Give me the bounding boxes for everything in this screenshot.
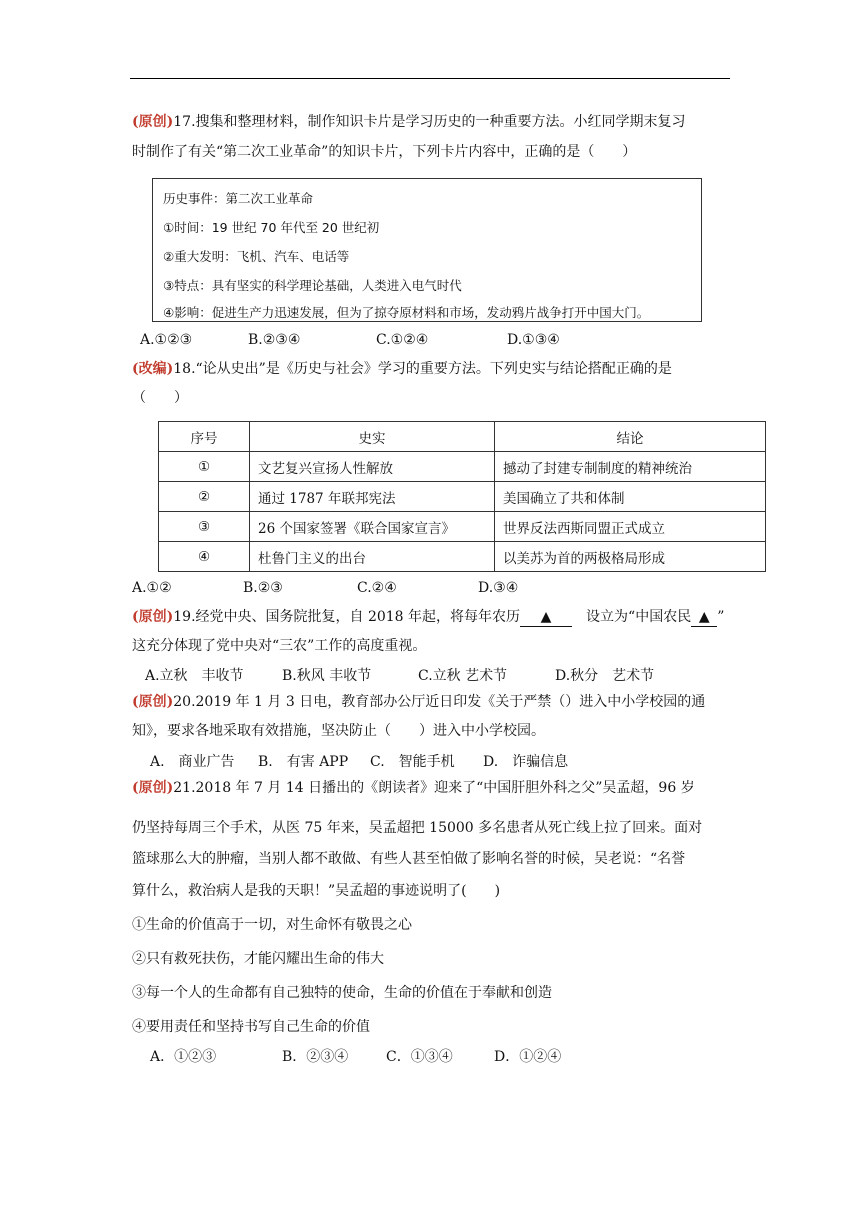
- card-line-title: 历史事件：第二次工业革命: [163, 191, 314, 206]
- q18-text-1: 18.“论从史出”是《历史与社会》学习的重要方法。下列史实与结论搭配正确的是: [173, 361, 672, 377]
- card-line-impact: ④影响：促进生产力迅速发展，但为了掠夺原材料和市场，发动鸦片战争打开中国大门。: [163, 305, 650, 320]
- q21-line-2: 仍坚持每周三个手术，从医 75 年来，吴孟超把 15000 多名患者从死亡线上拉了回来。面对: [132, 820, 703, 836]
- q19-option-a[interactable]: A.立秋 丰收节: [145, 668, 244, 684]
- q19-line-2: 这充分体现了党中央对“三农”工作的高度重视。: [132, 638, 427, 654]
- row-index: ②: [159, 482, 250, 512]
- q20-line-2: 知》，要求各地采取有效措施，坚决防止（ ）进入中小学校园。: [132, 723, 545, 739]
- q21-line-1: [132, 779, 695, 797]
- q19-line-1: [132, 608, 724, 627]
- q17-line-2: 时制作了有关“第二次工业革命”的知识卡片，下列卡片内容中，正确的是（ ）: [132, 144, 637, 160]
- q21-text-1: 21.2018 年 7 月 14 日播出的《朗读者》迎来了“中国肝胆外科之父”吴孟超，96 岁: [173, 780, 695, 796]
- q21-option-a[interactable]: A．①②③: [150, 1049, 217, 1065]
- q19-option-c[interactable]: C.立秋 艺术节: [418, 668, 508, 684]
- q19-text-1b: 设立为“中国农民: [586, 609, 692, 625]
- q18-option-c[interactable]: C.②④: [357, 580, 397, 596]
- table-row: [159, 452, 766, 482]
- q18-line-1: [132, 360, 672, 378]
- q18-option-b[interactable]: B.②③: [243, 580, 283, 596]
- q19-tag: (原创): [132, 609, 174, 625]
- row-fact: 通过 1787 年联邦宪法: [250, 482, 495, 512]
- q21-line-3: 篮球那么大的肿瘤，当别人都不敢做、有些人甚至怕做了影响名誉的时候，吴老说：“名誉: [132, 851, 686, 867]
- q21-option-c[interactable]: C．①③④: [386, 1049, 453, 1065]
- q21-statement-2: ②只有救死扶伤，才能闪耀出生命的伟大: [132, 951, 384, 967]
- q21-statement-4: ④要用责任和坚持书写自己生命的价值: [132, 1019, 370, 1035]
- knowledge-card: [152, 178, 702, 322]
- row-index: ①: [159, 452, 250, 482]
- row-conclusion: 以美苏为首的两极格局形成: [495, 542, 766, 572]
- row-conclusion: 美国确立了共和体制: [495, 482, 766, 512]
- q17-option-b[interactable]: B.②③④: [248, 332, 301, 348]
- q18-line-2: （ ）: [132, 390, 188, 406]
- q18-tag: (改编): [132, 361, 174, 377]
- header-conclusion: 结论: [495, 422, 766, 452]
- table-row: [159, 512, 766, 542]
- card-line-inventions: ②重大发明：飞机、汽车、电话等: [163, 249, 350, 264]
- q21-statement-1: ①生命的价值高于一切，对生命怀有敬畏之心: [132, 917, 412, 933]
- q20-line-1: [132, 693, 705, 711]
- card-line-time: ①时间：19 世纪 70 年代至 20 世纪初: [163, 220, 380, 235]
- q19-option-d[interactable]: D.秋分 艺术节: [555, 668, 655, 684]
- row-fact: 杜鲁门主义的出台: [250, 542, 495, 572]
- row-index: ③: [159, 512, 250, 542]
- q18-option-d[interactable]: D.③④: [478, 580, 519, 596]
- q20-option-b[interactable]: B. 有害 APP: [258, 754, 349, 770]
- row-conclusion: 世界反法西斯同盟正式成立: [495, 512, 766, 542]
- row-conclusion: 撼动了封建专制制度的精神统治: [495, 452, 766, 482]
- header-rule: [130, 78, 730, 79]
- q17-option-c[interactable]: C.①②④: [376, 332, 429, 348]
- q17-option-a[interactable]: A.①②③: [140, 332, 193, 348]
- table-row: [159, 482, 766, 512]
- q17-text-1: 17.搜集和整理材料，制作知识卡片是学习历史的一种重要方法。小红同学期末复习: [173, 114, 686, 130]
- q18-option-a[interactable]: A.①②: [132, 580, 172, 596]
- q21-option-b[interactable]: B．②③④: [282, 1049, 349, 1065]
- q20-option-a[interactable]: A. 商业广告: [150, 754, 235, 770]
- table-header-row: [159, 422, 766, 452]
- q21-option-d[interactable]: D．①②④: [494, 1049, 562, 1065]
- header-index: 序号: [159, 422, 250, 452]
- q17-option-d[interactable]: D.①③④: [507, 332, 560, 348]
- q20-option-d[interactable]: D. 诈骗信息: [483, 754, 569, 770]
- q17-tag: (原创): [132, 114, 174, 130]
- q19-option-b[interactable]: B.秋风 丰收节: [282, 668, 372, 684]
- header-fact: 史实: [250, 422, 495, 452]
- history-table: [158, 421, 766, 572]
- q21-statement-3: ③每一个人的生命都有自己独特的使命，生命的价值在于奉献和创造: [132, 985, 552, 1001]
- q21-tag: (原创): [132, 780, 174, 796]
- q20-tag: (原创): [132, 694, 174, 710]
- q20-option-c[interactable]: C. 智能手机: [370, 754, 455, 770]
- q19-blank-1[interactable]: ▲: [520, 608, 572, 627]
- row-fact: 文艺复兴宣扬人性解放: [250, 452, 495, 482]
- card-line-features: ③特点：具有坚实的科学理论基础，人类进入电气时代: [163, 278, 462, 293]
- q19-text-1a: 19.经党中央、国务院批复，自 2018 年起，将每年农历: [173, 609, 521, 625]
- q17-line-1: [132, 113, 686, 131]
- q19-blank-2[interactable]: ▲: [691, 608, 717, 627]
- q20-text-1: 20.2019 年 1 月 3 日电，教育部办公厅近日印发《关于严禁（）进入中小学校园的通: [173, 694, 706, 710]
- q19-text-1c: ”: [717, 609, 725, 625]
- row-fact: 26 个国家签署《联合国家宣言》: [250, 512, 495, 542]
- row-index: ④: [159, 542, 250, 572]
- table-row: [159, 542, 766, 572]
- q21-line-4: 算什么，救治病人是我的天职！”吴孟超的事迹说明了( ): [132, 883, 501, 899]
